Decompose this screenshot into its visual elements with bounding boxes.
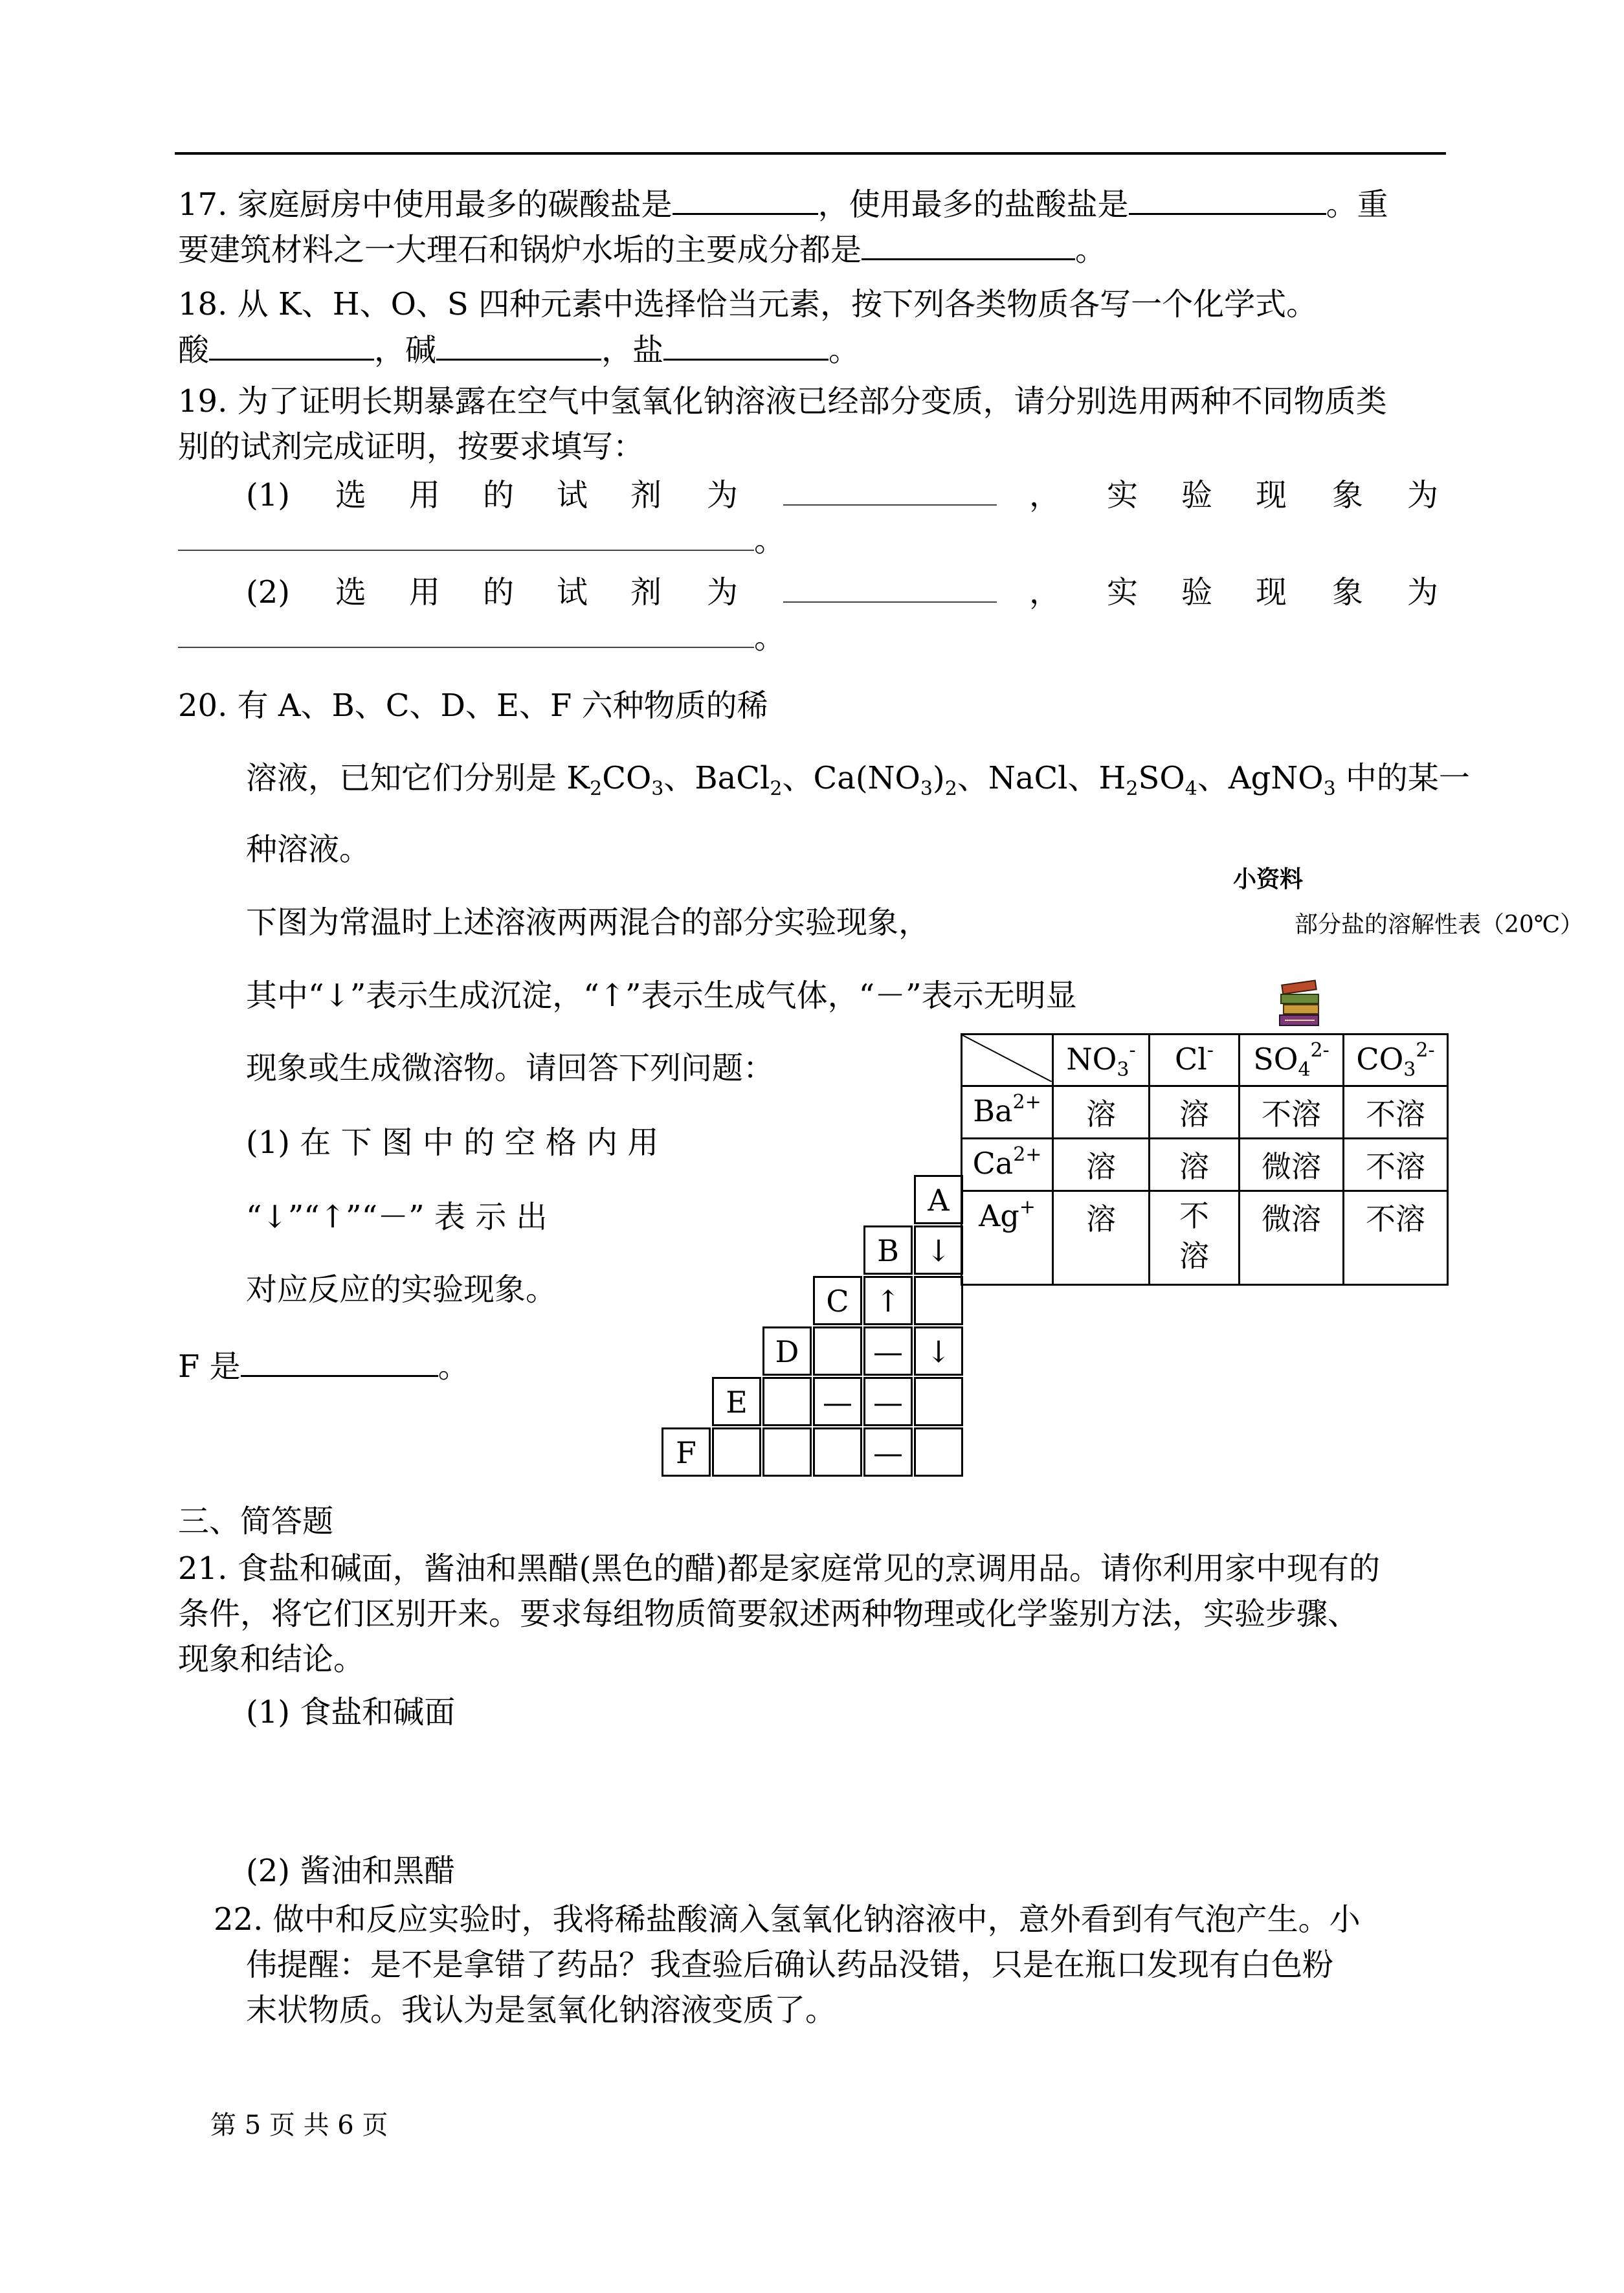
table-row bbox=[962, 1086, 1448, 1139]
grid-label-c: C bbox=[813, 1276, 862, 1325]
q18-line2 bbox=[178, 330, 860, 370]
grid-cell-d-e-empty[interactable] bbox=[762, 1377, 812, 1426]
q19-item2-line2 bbox=[178, 618, 785, 657]
q20-line1: 20. 有 A、B、C、D、E、F 六种物质的稀 bbox=[178, 688, 768, 724]
q21-sub1: (1) 食盐和碱面 bbox=[246, 1694, 456, 1730]
grid-cell-b-c[interactable] bbox=[914, 1276, 963, 1325]
q20-f-end: 。 bbox=[438, 1348, 469, 1385]
grid-cell-a-f[interactable] bbox=[914, 1427, 963, 1477]
q20-line2: 溶液，已知它们分别是 $K_2CO_3$、BaCl$_2$、$Ca(NO_3)_2$、NaCl、$H_2SO_4$、AgNO$_3$ 中的某一 bbox=[246, 760, 1470, 800]
table-cell: 不溶 bbox=[1344, 1191, 1448, 1285]
q19-item2-char: 选 bbox=[335, 574, 367, 610]
q20-line6: 现象或生成微溶物。请回答下列问题： bbox=[246, 1050, 775, 1086]
q19-item1-char: 现 bbox=[1256, 477, 1287, 513]
q19-item2-phenomenon-blank[interactable] bbox=[178, 618, 754, 648]
q21-sub2: (2) 酱油和黑醋 bbox=[246, 1853, 456, 1889]
q21-line3: 现象和结论。 bbox=[178, 1641, 365, 1677]
q19-item2-char: 为 bbox=[707, 574, 739, 610]
q20-f-blank[interactable] bbox=[241, 1347, 438, 1377]
q17-text-a: 17. 家庭厨房中使用最多的碳酸盐是 bbox=[178, 186, 673, 223]
q19-item1-char: 剂 bbox=[630, 477, 662, 513]
q19-item1-char: 的 bbox=[483, 477, 515, 513]
q19-item1-line2 bbox=[178, 521, 785, 560]
table-cell: 溶 bbox=[1053, 1139, 1150, 1191]
q19-item1-char: 实 bbox=[1107, 477, 1139, 513]
q21-line1: 21. 食盐和碱面，酱油和黑醋(黑色的醋)都是家庭常见的烹调用品。请你利用家中现有的 bbox=[178, 1550, 1381, 1587]
q18-blank-acid[interactable] bbox=[209, 330, 374, 361]
q20-sub1-line1: (1) 在 下 图 中 的 空 格 内 用 bbox=[246, 1124, 659, 1161]
q18-blank-salt[interactable] bbox=[663, 330, 829, 361]
q19-item1-char: 验 bbox=[1181, 477, 1213, 513]
solubility-table bbox=[961, 1033, 1449, 1286]
table-cell bbox=[1150, 1191, 1240, 1285]
q20-line4: 下图为常温时上述溶液两两混合的部分实验现象， bbox=[246, 904, 930, 941]
q19-item1-char: 用 bbox=[409, 477, 441, 513]
q19-item2-char: 用 bbox=[409, 574, 441, 610]
books-icon bbox=[1278, 978, 1322, 1029]
grid-cell-a-b[interactable]: ↓ bbox=[914, 1225, 963, 1275]
q17-text-b: ，使用最多的盐酸盐是 bbox=[818, 186, 1129, 223]
grid-cell-a-c[interactable]: ↑ bbox=[863, 1276, 913, 1325]
table-row bbox=[962, 1191, 1448, 1285]
grid-cell-d-f[interactable] bbox=[762, 1427, 812, 1477]
q19-item1-comma: ， bbox=[1029, 477, 1061, 513]
q19-item2-reagent-blank[interactable] bbox=[783, 573, 997, 605]
table-cell-ag-cl: 不溶 bbox=[1179, 1198, 1209, 1273]
q19-item2-char: 现 bbox=[1256, 574, 1287, 610]
q19-item2-comma: ， bbox=[1029, 574, 1061, 610]
q19-line2: 别的试剂完成证明，按要求填写： bbox=[178, 429, 645, 465]
table-cell: 溶 bbox=[1053, 1086, 1150, 1139]
q22-line1: 22. 做中和反应实验时，我将稀盐酸滴入氢氧化钠溶液中，意外看到有气泡产生。小 bbox=[214, 1901, 1361, 1938]
table-row bbox=[962, 1139, 1448, 1191]
q17-line2 bbox=[178, 230, 1106, 269]
q17-text-e: 。 bbox=[1075, 232, 1107, 268]
q19-item1-char: 选 bbox=[335, 477, 367, 513]
table-ion-ba: $Ba^{2+}$ bbox=[962, 1086, 1053, 1139]
table-header-so4: $SO_4^{2-}$ bbox=[1240, 1035, 1344, 1086]
grid-cell-d-e[interactable]: — bbox=[813, 1377, 862, 1426]
table-cell: 不溶 bbox=[1240, 1086, 1344, 1139]
grid-label-d: D bbox=[762, 1326, 812, 1376]
q18-base-label: ，碱 bbox=[374, 332, 437, 368]
q19-item1-end: 。 bbox=[754, 522, 786, 559]
grid-cell-e-f[interactable] bbox=[712, 1427, 761, 1477]
q19-item2-char: 剂 bbox=[630, 574, 662, 610]
q19-item1-label: (1) bbox=[246, 477, 290, 513]
q17-blank-chloride[interactable] bbox=[1129, 185, 1326, 215]
q18-end: 。 bbox=[829, 332, 860, 368]
q19-item2-char: 象 bbox=[1332, 574, 1364, 610]
q17-blank-caco3[interactable] bbox=[862, 230, 1075, 260]
q20-f-label: F 是 bbox=[178, 1348, 241, 1385]
q17-text-d: 要建筑材料之一大理石和锅炉水垢的主要成分都是 bbox=[178, 232, 862, 268]
diagonal-line bbox=[962, 1035, 1052, 1082]
page-number: 第 5 页 共 6 页 bbox=[210, 2110, 388, 2140]
q20-f-line bbox=[178, 1347, 469, 1386]
q19-item1-phenomenon-blank[interactable] bbox=[178, 521, 754, 551]
q19-item2-char: 为 bbox=[1407, 574, 1439, 610]
q19-item2-char: 验 bbox=[1181, 574, 1213, 610]
q18-acid-label: 酸 bbox=[178, 332, 210, 368]
grid-label-b: B bbox=[863, 1225, 913, 1275]
q20-line5: 其中“↓”表示生成沉淀，“↑”表示生成气体，“－”表示无明显 bbox=[246, 978, 1077, 1014]
q17-line1 bbox=[178, 185, 1388, 224]
q20-sub1-line2: “↓”“↑”“－” 表 示 出 bbox=[246, 1199, 548, 1235]
table-header-co3: $CO_3^{2-}$ bbox=[1344, 1035, 1448, 1086]
grid-cell-c-f-empty[interactable] bbox=[813, 1427, 862, 1477]
q19-item1-char: 象 bbox=[1332, 477, 1364, 513]
q18-salt-label: ，盐 bbox=[601, 332, 664, 368]
table-ion-ag: Ag+ bbox=[962, 1191, 1053, 1285]
grid-label-f: F bbox=[662, 1427, 711, 1477]
table-cell: 不溶 bbox=[1344, 1086, 1448, 1139]
q20-line2-prefix: 溶液，已知它们分别是 K bbox=[246, 760, 590, 796]
grid-cell-c-e[interactable]: — bbox=[863, 1377, 913, 1426]
q17-blank-carbonate[interactable] bbox=[673, 185, 818, 215]
side-info-title: 小资料 bbox=[1233, 866, 1304, 893]
table-cell: 微溶 bbox=[1240, 1191, 1344, 1285]
q19-item2-char: 试 bbox=[557, 574, 588, 610]
side-info-subtitle: 部分盐的溶解性表（20℃） bbox=[1295, 912, 1584, 938]
table-cell: 溶 bbox=[1150, 1139, 1240, 1191]
grid-cell-c-f[interactable]: — bbox=[863, 1427, 913, 1477]
table-ion-ca: $Ca^{2+}$ bbox=[962, 1139, 1053, 1191]
grid-label-a: A bbox=[914, 1175, 963, 1224]
q19-item1-reagent-blank[interactable] bbox=[783, 476, 997, 508]
table-header-cl: Cl- bbox=[1150, 1035, 1240, 1086]
table-cell: 溶 bbox=[1053, 1191, 1150, 1285]
q17-text-c: 。重 bbox=[1326, 186, 1388, 223]
q18-line1: 18. 从 K、H、O、S 四种元素中选择恰当元素，按下列各类物质各写一个化学式。 bbox=[178, 286, 1318, 322]
table-cell: 微溶 bbox=[1240, 1139, 1344, 1191]
q19-line1: 19. 为了证明长期暴露在空气中氢氧化钠溶液已经部分变质，请分别选用两种不同物质类 bbox=[178, 383, 1387, 419]
grid-cell-a-d[interactable]: ↓ bbox=[914, 1326, 963, 1376]
table-cell: 不溶 bbox=[1344, 1139, 1448, 1191]
q19-item2-label: (2) bbox=[246, 574, 290, 610]
table-header-row bbox=[962, 1035, 1448, 1086]
grid-label-e: E bbox=[712, 1377, 761, 1426]
q19-item1-char: 为 bbox=[1407, 477, 1439, 513]
q19-item1-char: 试 bbox=[557, 477, 588, 513]
section-title: 三、简答题 bbox=[178, 1503, 334, 1539]
header-rule bbox=[175, 152, 1446, 155]
table-corner-cell bbox=[962, 1035, 1053, 1086]
q19-item2-char: 实 bbox=[1107, 574, 1139, 610]
q21-line2: 条件，将它们区别开来。要求每组物质简要叙述两种物理或化学鉴别方法，实验步骤、 bbox=[178, 1596, 1359, 1632]
q18-blank-base[interactable] bbox=[436, 330, 601, 361]
table-header-no3: $NO_3^-$ bbox=[1053, 1035, 1150, 1086]
q20-line3: 种溶液。 bbox=[246, 831, 371, 867]
q22-line3: 末状物质。我认为是氢氧化钠溶液变质了。 bbox=[246, 1992, 837, 2028]
grid-cell-c-d[interactable] bbox=[813, 1326, 862, 1376]
grid-cell-b-d[interactable]: — bbox=[863, 1326, 913, 1376]
q19-item2-end: 。 bbox=[754, 620, 786, 656]
q22-line2: 伟提醒：是不是拿错了药品？我查验后确认药品没错，只是在瓶口发现有白色粉 bbox=[246, 1947, 1334, 1983]
grid-cell-a-e[interactable] bbox=[914, 1377, 963, 1426]
q19-item2-char: 的 bbox=[483, 574, 515, 610]
table-cell: 溶 bbox=[1150, 1086, 1240, 1139]
q19-item1-char: 为 bbox=[707, 477, 739, 513]
q20-sub1-line3: 对应反应的实验现象。 bbox=[246, 1271, 557, 1308]
